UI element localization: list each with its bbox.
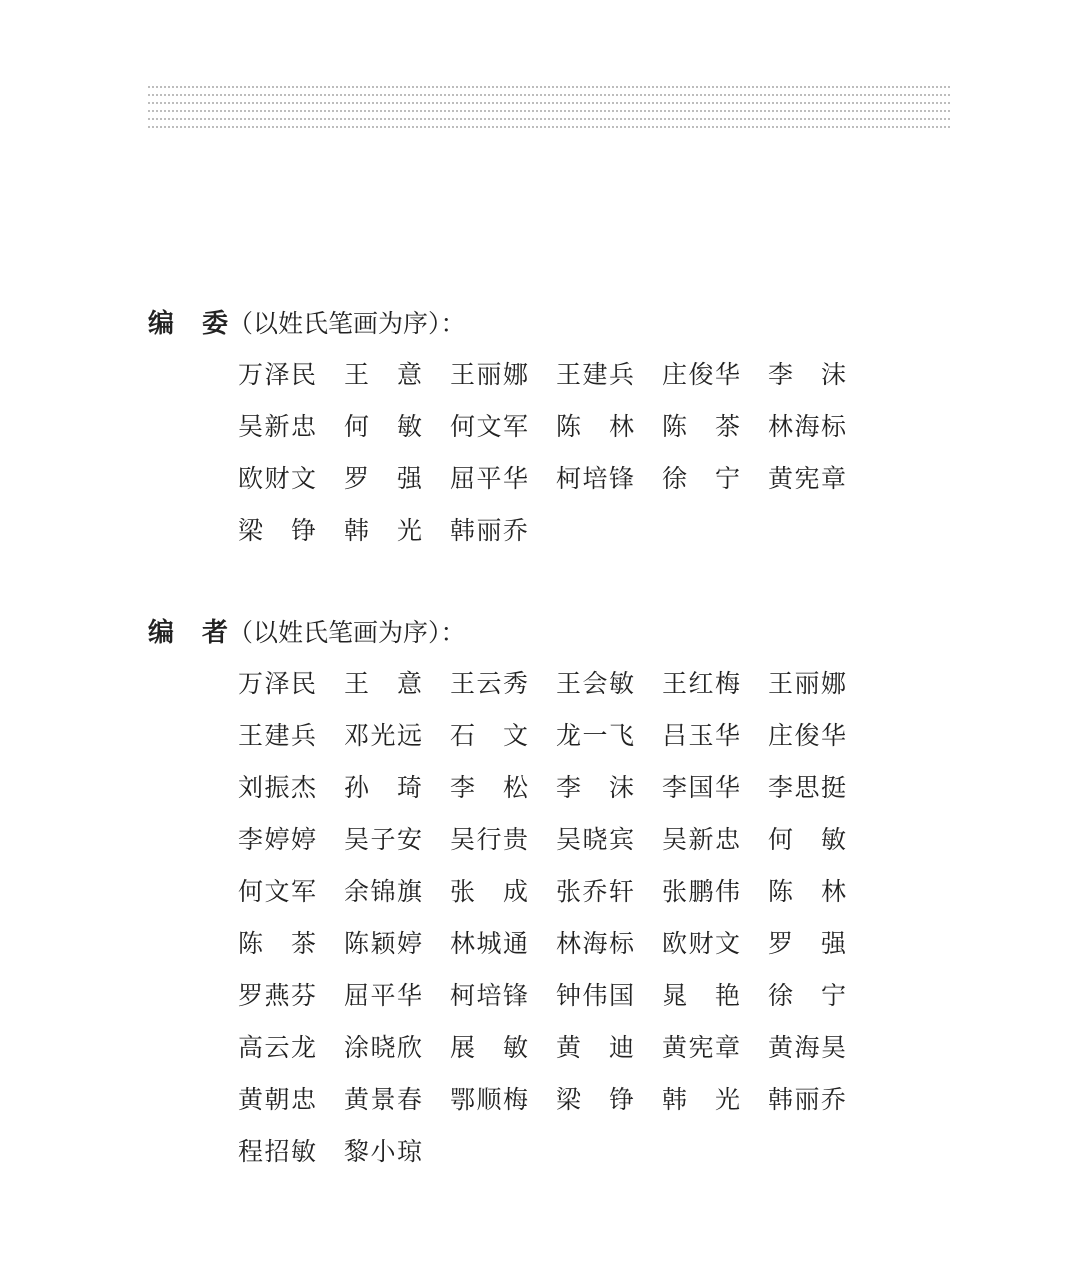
person-name: 罗强 [768, 929, 846, 958]
authors-order-note: （以姓氏笔画为序）： [228, 618, 466, 647]
person-name: 黄宪章 [768, 464, 846, 493]
person-name: 陈颖婷 [344, 929, 422, 958]
person-name: 高云龙 [238, 1033, 316, 1062]
person-name: 何敏 [344, 412, 422, 441]
person-name: 张乔轩 [556, 877, 634, 906]
person-name: 万泽民 [238, 360, 316, 389]
committee-heading [148, 304, 908, 344]
person-name: 龙一飞 [556, 721, 634, 750]
person-name: 钟伟国 [556, 981, 634, 1010]
person-name: 黄迪 [556, 1033, 634, 1062]
person-name: 王丽娜 [768, 669, 846, 698]
person-name: 吴新忠 [238, 412, 316, 441]
person-name: 柯培锋 [450, 981, 528, 1010]
person-name: 黎小琼 [344, 1137, 422, 1166]
person-name: 欧财文 [662, 929, 740, 958]
person-name: 陈林 [768, 877, 846, 906]
person-name: 石文 [450, 721, 528, 750]
person-name: 林海标 [768, 412, 846, 441]
committee-name-list [238, 354, 908, 552]
person-name: 黄景春 [344, 1085, 422, 1114]
person-name: 韩光 [344, 516, 422, 545]
person-name: 吴行贵 [450, 825, 528, 854]
person-name: 鄂顺梅 [450, 1085, 528, 1114]
person-name: 林城通 [450, 929, 528, 958]
person-name: 屈平华 [344, 981, 422, 1010]
person-name: 柯培锋 [556, 464, 634, 493]
person-name: 林海标 [556, 929, 634, 958]
person-name: 罗强 [344, 464, 422, 493]
dotted-line [148, 94, 950, 96]
authors-name-list [238, 663, 908, 1173]
person-name: 王意 [344, 669, 422, 698]
person-name: 吴子安 [344, 825, 422, 854]
person-name: 王建兵 [556, 360, 634, 389]
person-name: 万泽民 [238, 669, 316, 698]
dotted-line [148, 102, 950, 104]
person-name: 欧财文 [238, 464, 316, 493]
person-name: 黄宪章 [662, 1033, 740, 1062]
person-name: 李沫 [768, 360, 846, 389]
committee-title: 编委 [148, 309, 228, 339]
person-name: 王云秀 [450, 669, 528, 698]
person-name: 韩丽乔 [768, 1085, 846, 1114]
person-name: 王丽娜 [450, 360, 528, 389]
authors-section [148, 613, 908, 1173]
person-name: 涂晓欣 [344, 1033, 422, 1062]
person-name: 黄海昊 [768, 1033, 846, 1062]
person-name: 余锦旗 [344, 877, 422, 906]
person-name: 庄俊华 [768, 721, 846, 750]
person-name: 王红梅 [662, 669, 740, 698]
person-name: 陈茶 [238, 929, 316, 958]
person-name: 韩丽乔 [450, 516, 528, 545]
editorial-committee-section [148, 304, 908, 552]
person-name: 何敏 [768, 825, 846, 854]
person-name: 徐宁 [662, 464, 740, 493]
dotted-line [148, 110, 950, 112]
authors-title: 编者 [148, 618, 228, 648]
authors-heading [148, 613, 908, 653]
person-name: 黄朝忠 [238, 1085, 316, 1114]
person-name: 庄俊华 [662, 360, 740, 389]
dotted-line [148, 118, 950, 120]
person-name: 张成 [450, 877, 528, 906]
person-name: 展敏 [450, 1033, 528, 1062]
person-name: 刘振杰 [238, 773, 316, 802]
committee-order-note: （以姓氏笔画为序）： [228, 309, 466, 338]
person-name: 张鹏伟 [662, 877, 740, 906]
dotted-line [148, 86, 950, 88]
person-name: 徐宁 [768, 981, 846, 1010]
person-name: 吕玉华 [662, 721, 740, 750]
person-name: 王会敏 [556, 669, 634, 698]
person-name: 李国华 [662, 773, 740, 802]
person-name: 李沫 [556, 773, 634, 802]
person-name: 屈平华 [450, 464, 528, 493]
person-name: 孙琦 [344, 773, 422, 802]
person-name: 梁铮 [238, 516, 316, 545]
person-name: 陈茶 [662, 412, 740, 441]
dotted-line [148, 126, 950, 128]
person-name: 何文军 [238, 877, 316, 906]
person-name: 邓光远 [344, 721, 422, 750]
person-name: 王建兵 [238, 721, 316, 750]
person-name: 李婷婷 [238, 825, 316, 854]
person-name: 陈林 [556, 412, 634, 441]
decorative-dotted-band [148, 86, 950, 136]
person-name: 程招敏 [238, 1137, 316, 1166]
person-name: 罗燕芬 [238, 981, 316, 1010]
person-name: 晁艳 [662, 981, 740, 1010]
person-name: 梁铮 [556, 1085, 634, 1114]
person-name: 李思挺 [768, 773, 846, 802]
person-name: 王意 [344, 360, 422, 389]
person-name: 吴新忠 [662, 825, 740, 854]
person-name: 李松 [450, 773, 528, 802]
person-name: 吴晓宾 [556, 825, 634, 854]
person-name: 何文军 [450, 412, 528, 441]
person-name: 韩光 [662, 1085, 740, 1114]
